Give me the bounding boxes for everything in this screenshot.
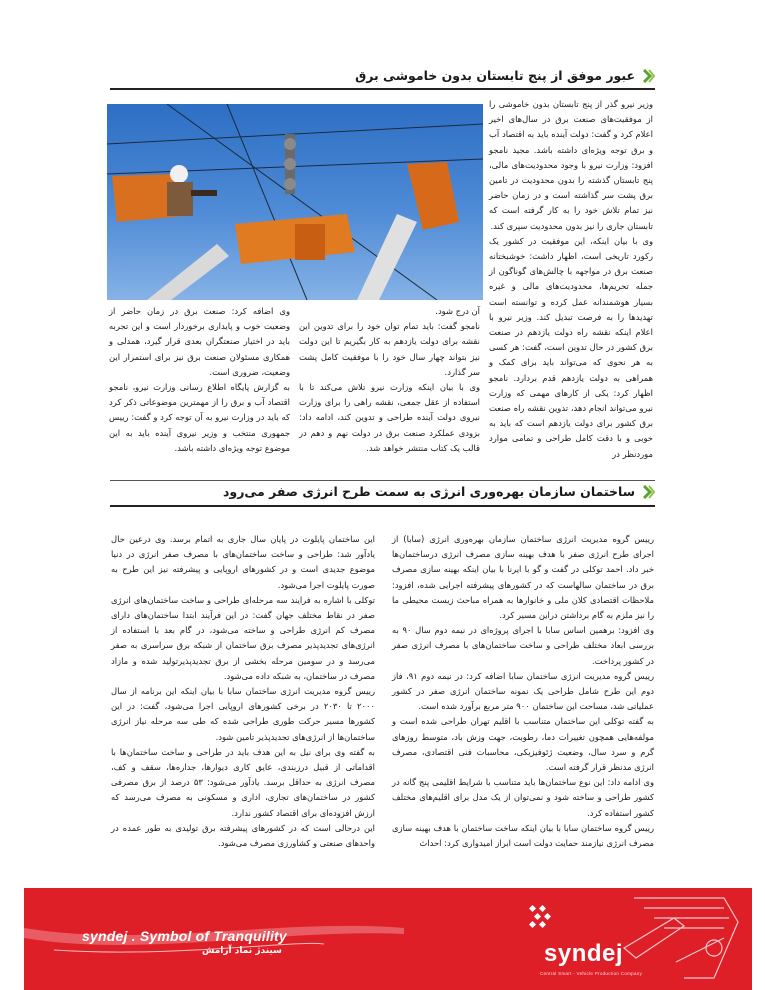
paragraph: رییس گروه مدیریت انرژی ساختمان سابا اضافه کرد: در نیمه دوم ۹۱، فاز دوم این طرح شامل طراحی یک نمونه ساختمان انرژی صفر در کشور عملیاتی شد، مساحت این ساختمان ۹۰۰ متر مربع برآورد شده است. bbox=[392, 670, 654, 712]
brand-tagline: Central Smart - Vehicle Production Company bbox=[540, 971, 643, 976]
paragraph: رییس گروه ساختمان سابا با بیان اینکه ساخت ساختمان با هدف بهینه سازی مصرف انرژی نیازمند حمایت دولت است ابراز امیدواری کرد: احداث bbox=[392, 822, 654, 849]
paragraph: نامجو گفت: باید تمام توان خود را برای تدوین این نقشه برای دولت یازدهم به کار بگیریم تا این دولت نیز بتواند چهار سال خود را با موفقیت کامل پشت سر گذارد. bbox=[299, 321, 480, 377]
paragraph: این درحالی است که در کشورهای پیشرفته برق تولیدی به طور عمده در واحدهای صنعتی و کشاورزی مصرف می‌شود. bbox=[111, 822, 375, 849]
section1-column-middle bbox=[299, 304, 480, 456]
section1-title: عبور موفق از پنج تابستان بدون خاموشی برق bbox=[355, 68, 635, 83]
chevron-icon bbox=[641, 69, 655, 83]
paragraph: به گفته توکلی این ساختمان متناسب با اقلیم تهران طراحی شده است و مولفه‌هایی همچون تغییرات دما، رطوبت، جهت وزش باد، متوسط روزهای گرم و سرد سال، وضعیت ژئوفیزیکی، محاسبات فنی اقتصادی، مصرف انرژی مدنظر قرار گرفته است. bbox=[392, 716, 654, 773]
slogan-persian: سیندژ نماد آرامش bbox=[202, 946, 282, 956]
brand-name: syndej bbox=[544, 940, 624, 967]
paragraph: وی ادامه داد: این نوع ساختمان‌ها باید متناسب با شرایط اقلیمی پنج گانه در کشور طراحی و ساخته شود و نمی‌توان از یک مدل برای اقلیم‌های مختلف کشور استفاده کرد. bbox=[392, 777, 654, 818]
paragraph: آن درج شود. bbox=[435, 306, 480, 316]
section2-rule bbox=[110, 505, 655, 507]
syndej-ad-banner bbox=[24, 888, 752, 990]
paragraph: وی با بیان اینکه وزارت نیرو تلاش می‌کند تا با استفاده از عقل جمعی، نقشه راهی را برای وزارت نیروی دولت آینده طراحی و تدوین کند، ادامه داد: بزودی عملکرد صنعت برق در دولت نهم و دهم در قالب یک کتاب منتشر خواهد شد. bbox=[299, 382, 480, 453]
paragraph: وی با بیان اینکه، این موفقیت در کشور یک رکورد تاریخی است، اظهار داشت: خوشبختانه صنعت برق در مواجهه با چالش‌های گوناگون از جمله تحریم‌ها، محدودیت‌های مالی و غیره بسیار هوشمندانه عمل کرده و توانسته است تهدیدها را به فرصت تبدیل کند. وزیر نیرو با اعلام اینکه نقشه راه دولت یازدهم در صنعت برق کشور در حال تدوین است، گفت: هر کسی به هر نحوی که می‌تواند باید برای کمک و همراهی به دولت یازدهم قدم بردارد. نامجو اظهار کرد: یکی از کارهای مهمی که وزارت نیرو می‌تواند انجام دهد، تدوین نقشه راه صنعت برق کشور برای دولت یازدهم است که باید به خوبی و با دقت کامل طراحی و تمامی موارد موردنظر در bbox=[489, 235, 653, 459]
section1-heading bbox=[355, 68, 655, 83]
section2-column-left bbox=[111, 532, 375, 851]
paragraph: توکلی با اشاره به فرایند سه مرحله‌ای طراحی و ساخت ساختمان‌های انرژی صفر در نقاط مختلف جهان گفت: در این فرآیند ابتدا ساختمان‌های دارای مصرف کم انرژی طراحی و ساخته می‌شود، در گام بعد با استفاده از انرژی‌های تجدیدپذیر مصرف برق ساختمان از شبکه برق سراسری به صفر می‌رسد و در سومین مرحله بخشی از برق تجدیدپذیرتولید شده و مازاد مصرف در ساختمان، به شبکه داده می‌شود. bbox=[111, 594, 375, 681]
lineman-photo bbox=[107, 104, 483, 300]
paragraph: رییس گروه مدیریت انرژی ساختمان سابا با بیان اینکه این برنامه از سال ۲۰۰۰ تا ۲۰۳۰ در برخی کشورهای اروپایی اجرا می‌شود، گفت: در این کشورها مسیر حرکت طوری طراحی شده که طی سه مرحله نیاز انرژی ساختمان‌ها از انرژی‌های تجدیدپذیر تامین شود. bbox=[111, 686, 375, 742]
paragraph: این ساختمان پایلوت در پایان سال جاری به اتمام برسد. وی درعین حال یادآور شد: طراحی و ساخت ساختمان‌های با مصرف صفر انرژی در دنیا موضوع جدیدی است و در کشورهای اروپایی و پیشرفته نیز این طرح به صورت پایلوت اجرا می‌شود. bbox=[111, 534, 375, 590]
paragraph: به گزارش پایگاه اطلاع رسانی وزارت نیرو، نامجو اقتصاد آب و برق را از مهمترین موضوعاتی ذکر کرد که باید در وزارت نیرو به آن توجه کرد و گفت: رییس جمهوری منتخب و وزیر نیروی آینده باید به این موضوع توجه ویژه‌ای داشته باشد. bbox=[109, 382, 290, 453]
chevron-icon bbox=[641, 485, 655, 499]
paragraph: وزیر نیرو گذر از پنج تابستان بدون خاموشی را از موفقیت‌های صنعت برق در سال‌های اخیر اعلام کرد و گفت: دولت آینده باید به اقتصاد آب و برق توجه ویژه‌ای داشته باشد. مجید نامجو افزود: وزارت نیرو با وجود محدودیت‌های مالی، پنج تابستان گذشته را بدون محدودیت در تامین برق پشت سر گذاشته است و در زمان حاضر نیز تمام تلاش خود را به کار گرفته است که تابستان جاری را نیز بدون محدودیت سپری کند. bbox=[489, 99, 653, 231]
paragraph: به گفته وی برای نیل به این هدف باید در طراحی و ساخت ساختمان‌ها با اقداماتی از قبیل درزبندی، عایق کاری دیوارها، جداره‌ها، سقف و کف، مصرف انرژی به حداقل برسد. یادآور می‌شود: ۵۳ درصد از برق مصرفی کشور در ساختمان‌های تجاری، اداری و مسکونی به مصرف می‌رسد که ارزش افزوده‌ای برای اقتصاد کشور ندارد. bbox=[111, 746, 375, 818]
paragraph: رییس گروه مدیریت انرژی ساختمان سازمان بهره‌وری انرژی (سابا) از اجرای طرح انرژی صفر با هدف بهینه سازی مصرف انرژی درساختمان‌ها خبر داد. احمد توکلی در گفت و گو با ایرنا با بیان اینکه بهینه سازی مصرف برق در ساختمان سالهاست که در کشورهای پیشرفته اجرایی شده، افزود: ملاحظات اقتصادی کلان ملی و خانوارها به همراه مباحث زیست محیطی ما را نیز ملزم به گام برداشتن دراین مسیر کرد. bbox=[392, 534, 654, 621]
section2-column-right bbox=[392, 532, 654, 851]
syndej-logo-icon bbox=[526, 904, 558, 940]
section1-column-right bbox=[489, 97, 653, 462]
section1-rule bbox=[110, 88, 655, 90]
section1-column-left bbox=[109, 304, 290, 456]
section2-title: ساختمان سازمان بهره‌وری انرژی به سمت طرح انرژی صفر می‌رود bbox=[223, 484, 635, 499]
section2-heading bbox=[223, 484, 655, 499]
slogan-english: syndej . Symbol of Tranquility bbox=[82, 928, 287, 944]
section2-top-rule bbox=[110, 480, 655, 481]
paragraph: وی اضافه کرد: صنعت برق در زمان حاضر از وضعیت خوب و پایداری برخوردار است و این تجربه باید در اختیار صنعتگران بعدی قرار گیرد، همدلی و همکاری مسئولان صنعت برق نیز برای استمرار این وضعیت، ضروری است. bbox=[109, 306, 290, 377]
paragraph: وی افزود: برهمین اساس سابا با اجرای پروژه‌ای در نیمه دوم سال ۹۰ به بررسی ابعاد مختلف طراحی و ساخت ساختمان‌های با مصرف انرژی صفر در کشور پرداخت. bbox=[392, 625, 654, 666]
